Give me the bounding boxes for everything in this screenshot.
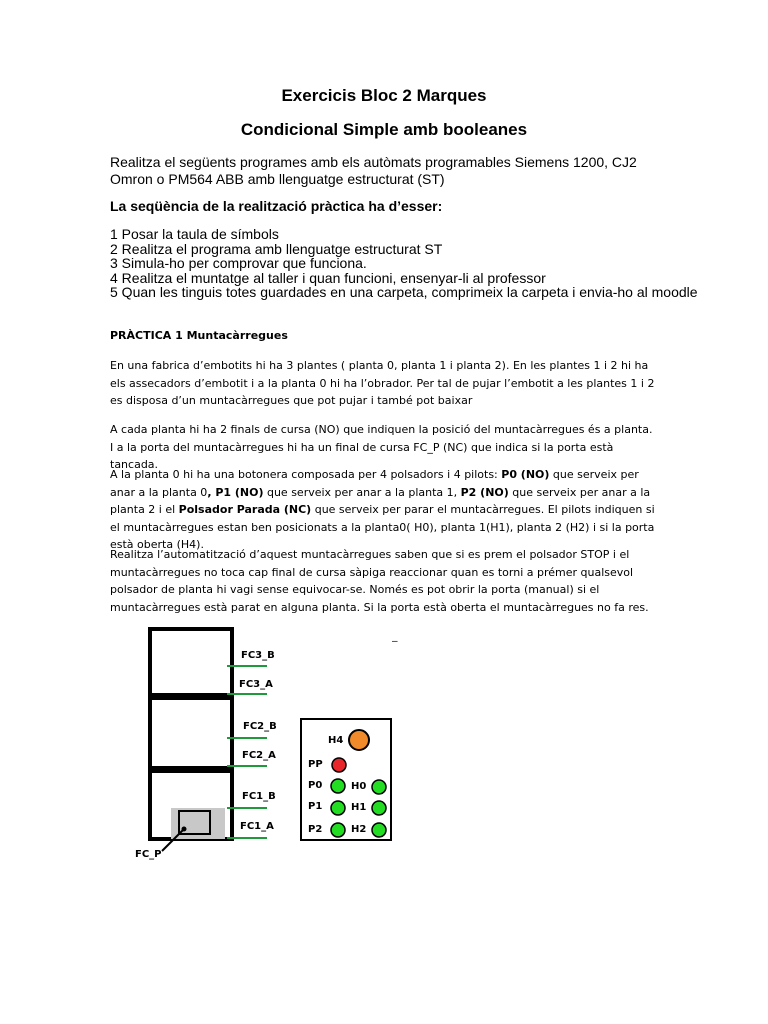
switch-label-fc1-b: FC1_B: [242, 791, 276, 802]
p1-button: [331, 801, 345, 815]
switch-label-fc3-b: FC3_B: [241, 650, 275, 661]
document-title: Exercicis Bloc 2 Marques: [281, 86, 487, 105]
step-item: 5 Quan les tinguis totes guardades en una carpeta, comprimeix la carpeta i envia-ho al moodle: [110, 284, 698, 300]
stray-dash: –: [392, 636, 398, 647]
panel-label-h0: H0: [351, 781, 367, 792]
intro-paragraph: Realitza el següents programes amb els autòmats programables Siemens 1200, CJ2 Omron o PM564 ABB amb llenguatge estructurat (ST): [110, 154, 637, 187]
paragraph-control-panel: A la planta 0 hi ha una botonera composada per 4 polsadors i 4 pilots: P0 (NO) que serveix per anar a la planta 0, P1 (NO) que serveix per anar a la planta 1, P2 (NO) que serveix per anar a la planta 2 i el Polsador Parada (NC) que serveix per parar el muntacàrregues. El pilots indiquen si el muntacàrregues estan ben posicionats a la planta0( H0), planta 1(H1), planta 2 (H2) i si la porta està oberta (H4).: [110, 468, 655, 551]
paragraph-limit-switches: A cada planta hi ha 2 finals de cursa (NO) que indiquen la posició del muntacàrregues és a planta. I a la porta del muntacàrregues hi ha un final de cursa FC_P (NC) que indica si la porta està tancada.: [110, 423, 653, 471]
h0-pilot-light: [372, 780, 386, 794]
panel-label-p1: P1: [308, 801, 323, 812]
p2-button: [331, 823, 345, 837]
h2-pilot-light: [372, 823, 386, 837]
step-item: 2 Realitza el programa amb llenguatge estructurat ST: [110, 240, 443, 257]
panel-label-h2: H2: [351, 824, 367, 835]
stop-button: [332, 758, 346, 772]
step-item: 1 Posar la taula de símbols: [110, 226, 279, 242]
panel-label-pp: PP: [308, 759, 323, 770]
door-switch-label: FC_P: [135, 849, 162, 860]
panel-label-p0: P0: [308, 780, 323, 791]
step-item: 4 Realitza el muntatge al taller i quan funcioni, ensenyar-li al professor: [110, 269, 546, 286]
practice-title: PRÀCTICA 1 Muntacàrregues: [110, 329, 288, 342]
p0-button: [331, 779, 345, 793]
h4-pilot-light: [349, 730, 369, 750]
shaft: [150, 629, 232, 851]
paragraph-plants: En una fabrica d’embotits hi ha 3 plantes ( planta 0, planta 1 i planta 2). En les plantes 1 i 2 hi ha els assecadors d’embotit i a la planta 0 hi ha l’obrador. Per tal de pujar l’embotit a les plantes 1 i 2 es disposa d’un muntacàrregues que pot pujar i també pot baixar: [110, 359, 655, 407]
h1-pilot-light: [372, 801, 386, 815]
step-item: 3 Simula-ho per comprovar que funciona.: [110, 255, 367, 271]
switch-label-fc2-b: FC2_B: [243, 721, 277, 732]
switch-label-fc1-a: FC1_A: [240, 821, 274, 832]
switch-label-fc2-a: FC2_A: [242, 750, 276, 761]
panel-label-h1: H1: [351, 802, 367, 813]
document-subtitle: Condicional Simple amb booleanes: [240, 120, 528, 139]
paragraph-automation: Realitza l’automatització d’aquest muntacàrregues saben que si es prem el polsador STOP i el muntacàrregues no toca cap final de cursa sàpiga reaccionar quan es torni a prémer qualsevol polsador de planta hi vagi sense equivocar-se. Només es pot obrir la porta (manual) si el muntacàrregues està parat en alguna planta. Si la porta està oberta el muntacàrregues no fa res.: [110, 548, 649, 614]
switch-label-fc3-a: FC3_A: [239, 679, 273, 690]
panel-label-h4: H4: [328, 735, 344, 746]
panel-label-p2: P2: [308, 824, 323, 835]
sequence-heading: La seqüència de la realització pràctica ha d’esser:: [110, 198, 443, 214]
